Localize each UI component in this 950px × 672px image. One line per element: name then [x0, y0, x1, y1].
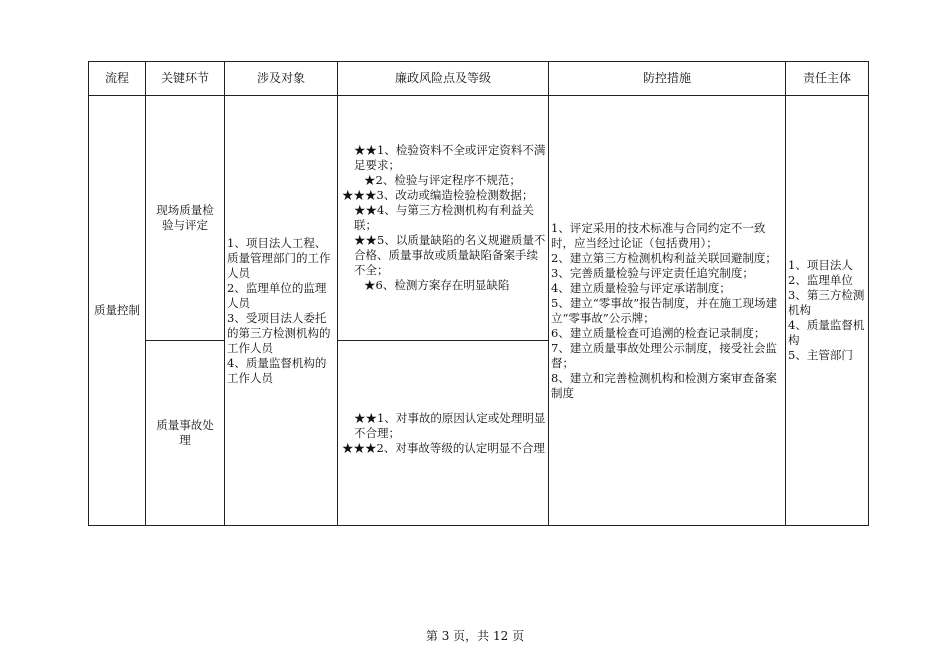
risk-item	[340, 441, 546, 456]
objects-cell	[225, 96, 338, 526]
header-responsible: 责任主体	[786, 62, 869, 96]
measure-item: 3、完善质量检验与评定责任追究制度；	[551, 265, 754, 280]
measure-item: 7、建立质量事故处理公示制度，接受社会监督；	[551, 340, 777, 370]
risk-text: 3、改动或编造检验检测数据；	[376, 188, 534, 202]
risk-level-stars: ★★	[354, 203, 377, 217]
risk-text: 1、对事故的原因认定或处理明显不合理；	[354, 410, 546, 440]
risk-item	[340, 278, 546, 293]
risk-text: 5、以质量缺陷的名义规避质量不合格、质量事故或质量缺陷备案手续不全；	[354, 233, 546, 277]
risk-level-stars: ★★★	[342, 440, 377, 455]
measure-item: 2、建立第三方检测机构利益关联回避制度；	[551, 250, 777, 265]
measure-item: 4、建立质量检验与评定承诺制度；	[551, 280, 731, 295]
responsible-cell	[786, 96, 869, 526]
header-step: 关键环节	[146, 62, 225, 96]
objects-text: 1、项目法人工程、质量管理部门的工作人员 2、监理单位的监理人员 3、受项目法人委托的第三方检测机构的工作人员 4、质量监督机构的工作人员	[227, 235, 331, 385]
risk-item	[340, 203, 546, 233]
responsible-list	[788, 258, 866, 363]
table-row	[89, 96, 869, 341]
responsible-item: 4、质量监督机构	[788, 318, 865, 347]
risk-level-stars: ★★	[354, 233, 377, 247]
table-header-row	[89, 62, 869, 96]
header-flow: 流程	[89, 62, 146, 96]
measure-item: 6、建立质量检查可追溯的检查记录制度；	[551, 325, 766, 340]
risk-level-stars: ★★	[354, 410, 377, 425]
risk-level-stars: ★	[364, 173, 376, 187]
risk-list-inspection	[340, 143, 546, 293]
risk-item	[340, 411, 546, 441]
responsible-item: 1、项目法人	[788, 258, 853, 272]
risk-text: 4、与第三方检测机构有利益关联；	[354, 203, 534, 232]
risk-item	[340, 143, 546, 173]
risk-control-table	[88, 61, 869, 526]
risk-text: 2、对事故等级的认定明显不合理	[376, 440, 545, 455]
risk-text: 6、检测方案存在明显缺陷	[375, 278, 510, 292]
risk-item	[340, 173, 546, 188]
header-risk: 廉政风险点及等级	[338, 62, 549, 96]
step-inspection: 现场质量检验与评定	[146, 96, 225, 341]
header-measure: 防控措施	[549, 62, 786, 96]
responsible-item: 3、第三方检测机构	[788, 288, 865, 317]
page-footer: 第 3 页，共 12 页	[425, 629, 525, 643]
measure-item: 8、建立和完善检测机构和检测方案审查备案制度	[551, 370, 777, 400]
responsible-item: 5、主管部门	[788, 348, 853, 362]
flow-cell: 质量控制	[89, 96, 146, 526]
measure-list	[551, 221, 783, 401]
risk-text: 1、检验资料不全或评定资料不满足要求；	[354, 143, 546, 172]
step-accident: 质量事故处理	[146, 341, 225, 526]
measure-item: 1、评定采用的技术标准与合同约定不一致时，应当经过论证（包括费用）；	[551, 220, 766, 250]
risk-level-stars: ★	[364, 278, 376, 292]
risk-inspection-cell	[338, 96, 549, 341]
measure-item: 5、建立“零事故”报告制度，并在施工现场建立“零事故”公示牌；	[551, 295, 778, 325]
risk-level-stars: ★★	[354, 143, 377, 157]
risk-item	[340, 188, 546, 203]
responsible-item: 2、监理单位	[788, 273, 853, 287]
risk-level-stars: ★★★	[342, 188, 377, 202]
risk-list-accident	[340, 411, 546, 456]
risk-item	[340, 233, 546, 278]
risk-accident-cell	[338, 341, 549, 526]
header-object: 涉及对象	[225, 62, 338, 96]
measures-cell	[549, 96, 786, 526]
risk-text: 2、检验与评定程序不规范；	[375, 173, 521, 187]
